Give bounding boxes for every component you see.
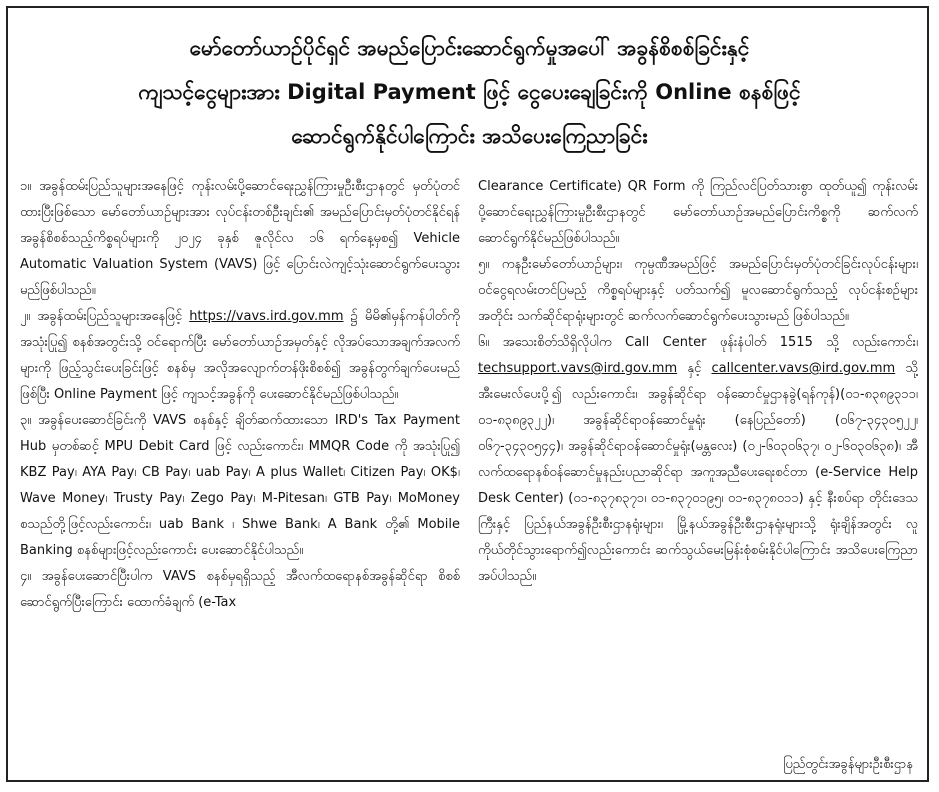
callcenter-email-link[interactable]: callcenter.vavs@ird.gov.mm — [711, 361, 896, 376]
paragraph-6-intro: ၆။ အသေးစိတ်သိရှိလိုပါက Call Center ဖုန်းနံပါတ် 1515 သို့ လည်းကောင်း၊ — [478, 335, 918, 350]
paragraph-2-body: ၌ မိမိ၏မှန်ကန်ပါတ်ကို အသုံးပြု၍ စနစ်အတွင်းသို့ ဝင်ရောက်ပြီး မော်တော်ယာဉ်အမှတ်နှင့် လိုအပ်သောအချက်အလက်များကို ဖြည့်သွင်းပေးခြင်းဖြင့် စနစ်မှ အလိုအလျောက်တန်ဖိုးစိစစ်၍ အခွန်တွက်ချက်ပေးမည်ဖြစ်ပြီး Online Payment ဖြင့် ကျသင့်အခွန်ကို ပေးဆောင်နိုင်မည်ဖြစ်ပါသည်။ — [20, 309, 460, 402]
paragraph-4-continued: Clearance Certificate) QR Form ကို ကြည်လင်ပြတ်သားစွာ ထုတ်ယူ၍ ကုန်းလမ်းပို့ဆောင်ရေးညွှန်ကြားမှုဦးစီးဌာနတွင် မော်တော်ယာဉ်အမည်ပြောင်းကိစ္စကို ဆက်လက်ဆောင်ရွက်နိုင်မည်ဖြစ်ပါသည်။ — [478, 179, 918, 246]
title-line-1: မော်တော်ယာဉ်ပိုင်ရှင် အမည်ပြောင်းဆောင်ရွက်မှုအပေါ် အခွန်စိစစ်ခြင်းနှင့် — [189, 36, 750, 60]
paragraph-2 — [20, 304, 460, 408]
notice-title — [28, 26, 911, 158]
paragraph-6-body: သို့ အီးမေးလ်ပေးပို့၍ လည်းကောင်း၊ အခွန်ဆိုင်ရာ ဝန်ဆောင်မှုဌာနခွဲ(ရန်ကုန်)(၀၁-၈၃၈၉၃၁၁၊ ၀၁-၈၃၈၉၃၂၂)၊ အခွန်ဆိုင်ရာဝန်ဆောင်မှုရုံး (နေပြည်တော်) (၀၆၇-၃၄၃၀၅၂၂၊ ၀၆၇-၃၄၃၀၅၄၄)၊ အခွန်ဆိုင်ရာဝန်ဆောင်မှုရုံး(မန္တလေး) (၀၂-၆၀၃၀၆၃၇၊ ၀၂-၆၀၃၀၆၃၈)၊ အီလက်ထရောနစ်ဝန်ဆောင်မှုနည်းပညာဆိုင်ရာ အကူအညီပေးရေးစင်တာ (e-Service Help Desk Center) (၀၁-၈၃၇၈၃၇၁၊ ၀၁-၈၃၇၀၁၉၅၊ ၀၁-၈၃၇၈၀၁၁) နှင့် နီးစပ်ရာ တိုင်းဒေသကြီးနှင့် ပြည်နယ်အခွန်ဦးစီးဌာနရုံးများ၊ မြို့နယ်အခွန်ဦးစီးဌာနရုံးများသို့ ရုံးချိန်အတွင်း လူကိုယ်တိုင်သွားရောက်၍လည်းကောင်း ဆက်သွယ်မေးမြန်းစုံစမ်းနိုင်ပါကြောင်း အသိပေးကြေညာအပ်ပါသည်။ — [478, 361, 918, 584]
paragraph-4: ၄။ အခွန်ပေးဆောင်ပြီးပါက VAVS စနစ်မှရရှိသည့် အီလက်ထရောနစ်အခွန်ဆိုင်ရာ စိစစ်ဆောင်ရွက်ပြီးကြောင်း ထောက်ခံချက် (e-Tax — [20, 569, 460, 610]
vavs-website-link[interactable]: https://vavs.ird.gov.mm — [189, 309, 344, 324]
title-line-2: ကျသင့်ငွေများအား Digital Payment ဖြင့် ငွေပေးချေခြင်းကို Online စနစ်ဖြင့် — [138, 80, 801, 104]
paragraph-6 — [478, 330, 918, 590]
notice-frame — [6, 6, 929, 782]
title-line-3: ဆောင်ရွက်နိုင်ပါကြောင်း အသိပေးကြေညာခြင်း — [291, 124, 648, 148]
left-column — [20, 174, 460, 616]
paragraph-2-intro: ၂။ အခွန်ထမ်းပြည်သူများအနေဖြင့် — [20, 309, 183, 324]
paragraph-6-and: နှင့် — [687, 361, 702, 376]
issuer-signature: ပြည်တွင်းအခွန်များဦးစီးဌာန — [783, 757, 913, 772]
paragraph-3: ၃။ အခွန်ပေးဆောင်ခြင်းကို VAVS စနစ်နှင့် ချိတ်ဆက်ထားသော IRD's Tax Payment Hub မှတစ်ဆင့် MPU Debit Card ဖြင့် လည်းကောင်း၊ MMQR Code ကို အသုံးပြု၍ KBZ Pay၊ AYA Pay၊ CB Pay၊ uab Pay၊ A plus Wallet၊ Citizen Pay၊ OK$၊ Wave Money၊ Trusty Pay၊ Zego Pay၊ M-Pitesan၊ GTB Pay၊ MoMoney စသည်တို့ဖြင့်လည်းကောင်း၊ uab Bank ၊ Shwe Bank၊ A Bank တို့၏ Mobile Banking စနစ်များဖြင့်လည်းကောင်း ပေးဆောင်နိုင်ပါသည်။ — [20, 413, 460, 558]
right-column — [478, 174, 918, 590]
paragraph-1: ၁။ အခွန်ထမ်းပြည်သူများအနေဖြင့် ကုန်းလမ်းပို့ဆောင်ရေးညွှန်ကြားမှုဦးစီးဌာနတွင် မှတ်ပုံတင်ထားပြီးဖြစ်သော မော်တော်ယာဉ်များအား လုပ်ငန်းတစ်ဦးချင်း၏ အမည်ပြောင်းမှတ်ပုံတင်နိုင်ရန် အခွန်စိစစ်သည့်ကိစ္စရပ်များကို ၂၀၂၄ ခုနှစ် ဇူလိုင်လ ၁၆ ရက်နေ့မှစ၍ Vehicle Automatic Valuation System (VAVS) ဖြင့် ပြောင်းလဲကျင့်သုံးဆောင်ရွက်ပေးသွားမည်ဖြစ်ပါသည်။ — [20, 179, 460, 298]
techsupport-email-link[interactable]: techsupport.vavs@ird.gov.mm — [478, 361, 678, 376]
paragraph-5: ၅။ ကနဦးမော်တော်ယာဉ်များ၊ ကုမ္ပဏီအမည်ဖြင့် အမည်ပြောင်းမှတ်ပုံတင်ခြင်းလုပ်ငန်းများ၊ ဝင်ငွေရလမ်းတင်ပြမည့် ကိစ္စရပ်များနှင့် ပတ်သက်၍ မူလဆောင်ရွက်သည့် လုပ်ငန်းစဉ်များအတိုင်း သက်ဆိုင်ရာရုံးများတွင် ဆက်လက်ဆောင်ရွက်ပေးသွားမည် ဖြစ်ပါသည်။ — [478, 257, 918, 324]
